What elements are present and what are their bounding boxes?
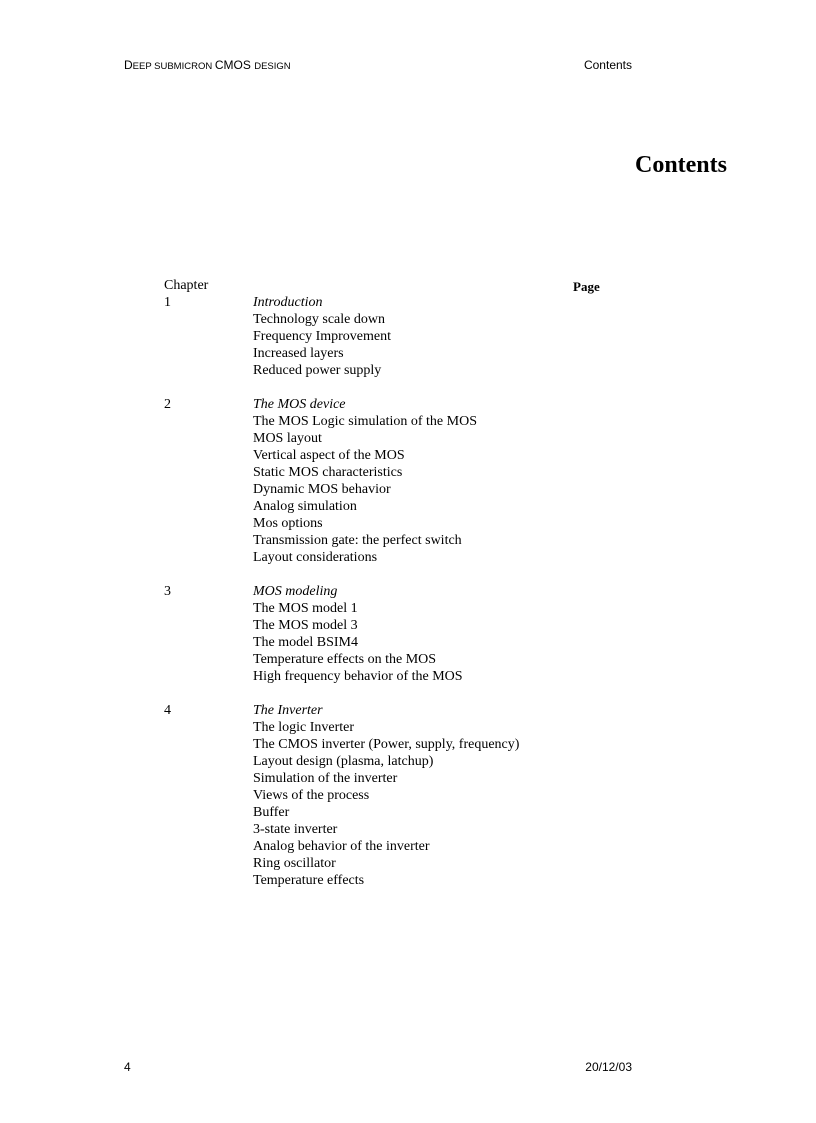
chapter-number: 3 — [164, 584, 171, 599]
chapter-number: 2 — [164, 397, 171, 412]
section-entry: Views of the process — [253, 788, 370, 803]
section-entry: High frequency behavior of the MOS — [253, 669, 463, 684]
book-title-smallcaps-1: EEP SUBMICRON — [132, 61, 215, 72]
section-entry: Temperature effects — [253, 873, 365, 888]
page-title: Contents — [634, 152, 727, 178]
section-entry: The CMOS inverter (Power, supply, frequency) — [253, 737, 520, 752]
document-date: 20/12/03 — [585, 1060, 632, 1074]
chapter-number: 4 — [164, 703, 171, 718]
table-of-contents — [164, 277, 624, 906]
book-title — [124, 58, 291, 72]
section-entry: The logic Inverter — [253, 720, 355, 735]
toc-header-row — [164, 277, 624, 294]
section-entry: Dynamic MOS behavior — [253, 482, 391, 497]
chapter-title: The MOS device — [253, 397, 346, 412]
section-entry: MOS layout — [253, 431, 322, 446]
toc-chapter — [164, 702, 624, 889]
chapter-title: Introduction — [253, 295, 323, 310]
toc-chapter — [164, 294, 624, 379]
section-entry: Temperature effects on the MOS — [253, 652, 437, 667]
chapter-title: The Inverter — [253, 703, 323, 718]
section-entry: Analog behavior of the inverter — [253, 839, 430, 854]
chapter-column-label: Chapter — [164, 278, 209, 293]
chapter-entries — [253, 702, 624, 889]
chapter-entries — [253, 583, 624, 685]
section-entry: Buffer — [253, 805, 290, 820]
book-title-smallcaps-2: DESIGN — [254, 61, 291, 72]
section-name: Contents — [583, 58, 632, 72]
toc-chapter-list — [164, 294, 624, 889]
section-entry: Vertical aspect of the MOS — [253, 448, 405, 463]
section-entry: Transmission gate: the perfect switch — [253, 533, 462, 548]
chapter-entries — [253, 294, 624, 379]
chapter-entries — [253, 396, 624, 566]
section-entry: Reduced power supply — [253, 363, 382, 378]
section-entry: Technology scale down — [253, 312, 385, 327]
section-entry: Layout design (plasma, latchup) — [253, 754, 434, 769]
section-entry: Mos options — [253, 516, 323, 531]
toc-chapter — [164, 583, 624, 685]
page-number: 4 — [124, 1060, 131, 1074]
section-entry: The MOS model 1 — [253, 601, 358, 616]
section-entry: Layout considerations — [253, 550, 378, 565]
section-entry: Ring oscillator — [253, 856, 336, 871]
section-entry: The MOS model 3 — [253, 618, 358, 633]
section-entry: Analog simulation — [253, 499, 357, 514]
page-column-label: Page — [573, 279, 600, 294]
section-entry: Simulation of the inverter — [253, 771, 398, 786]
book-title-cmos: CMOS — [214, 58, 255, 72]
section-entry: Frequency Improvement — [253, 329, 392, 344]
section-entry: Static MOS characteristics — [253, 465, 403, 480]
chapter-number: 1 — [164, 295, 171, 310]
book-title-initial: D — [124, 58, 133, 72]
chapter-title: MOS modeling — [253, 584, 338, 599]
toc-chapter — [164, 396, 624, 566]
section-entry: Increased layers — [253, 346, 344, 361]
section-entry: The model BSIM4 — [253, 635, 358, 650]
section-entry: 3-state inverter — [253, 822, 338, 837]
section-entry: The MOS Logic simulation of the MOS — [253, 414, 477, 429]
